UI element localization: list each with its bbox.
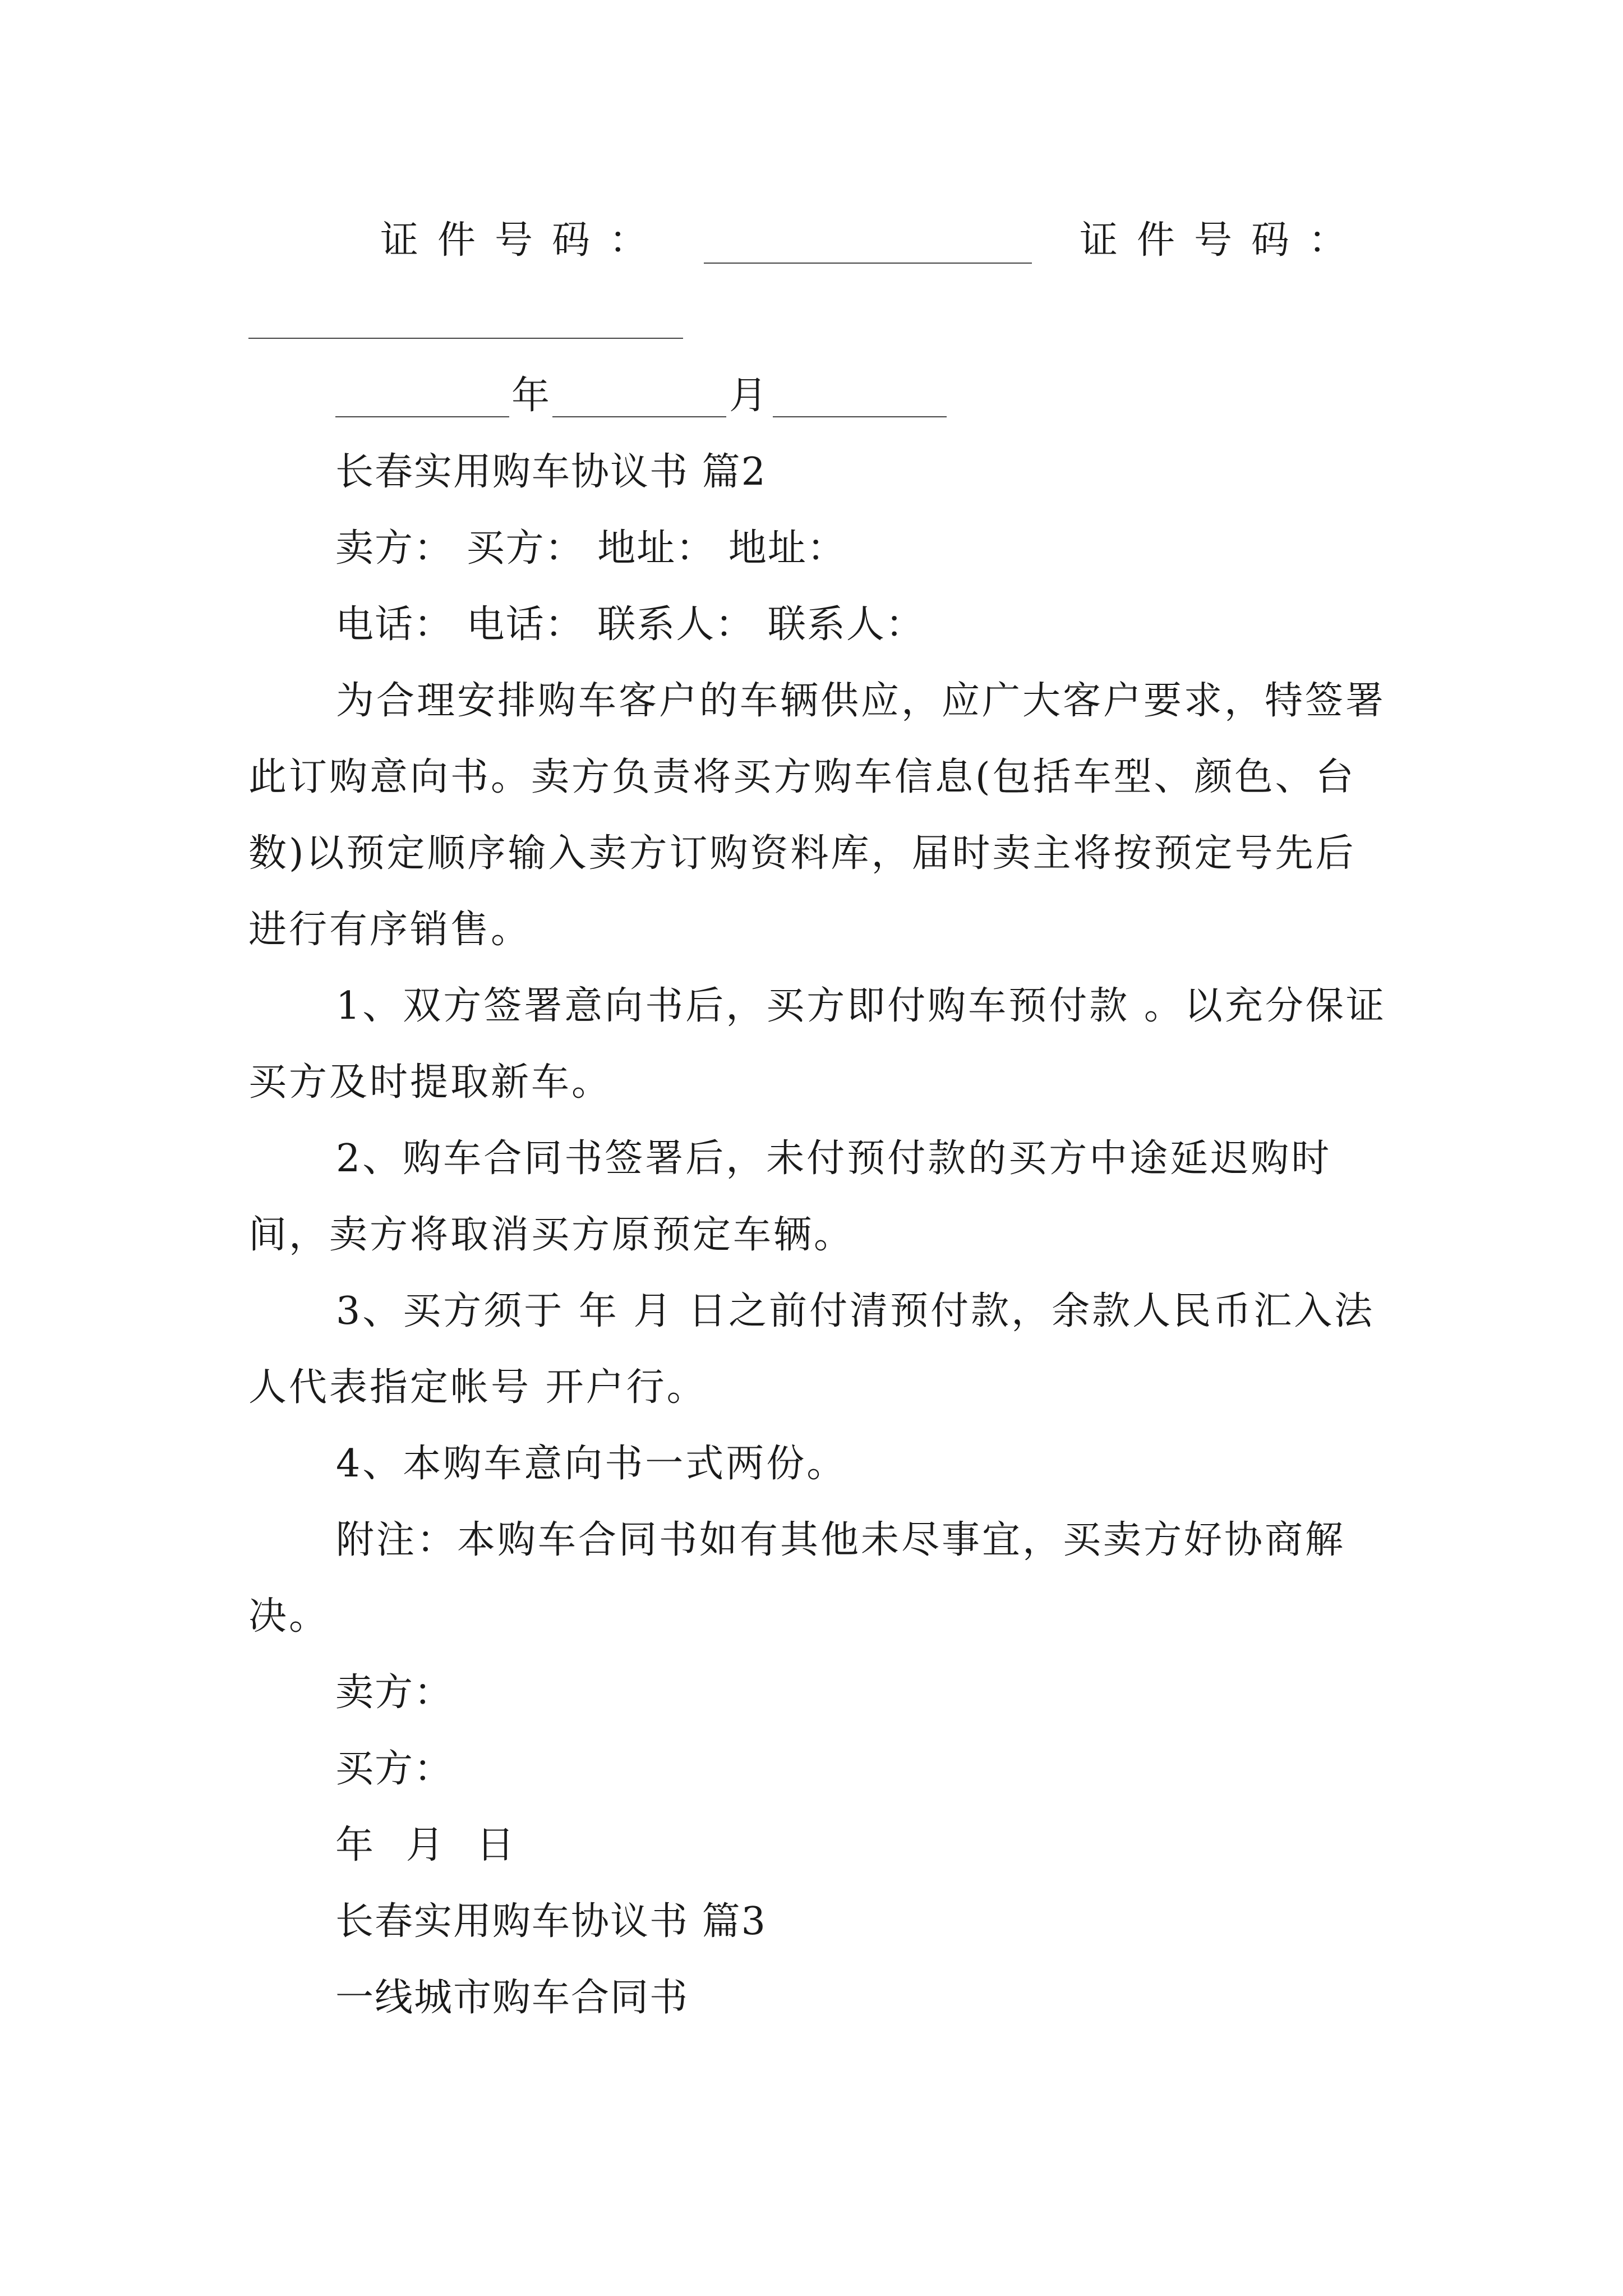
id-label-right: 证件号码：: [1080, 218, 1366, 263]
id-blank-right: [248, 338, 683, 339]
date-blank-year: [335, 416, 509, 417]
section2-contacts: 电话： 电话： 联系人： 联系人：: [335, 602, 925, 647]
section2-clause-2: 2、购车合同书签署后，未付预付款的买方中途延迟购时间，卖方将取消买方原预定车辆。: [248, 1137, 1332, 1257]
section2-note: 附注：本购车合同书如有其他未尽事宜，买卖方好协商解决。: [248, 1518, 1346, 1639]
id-label-left: 证件号码：: [380, 218, 667, 263]
section3-subtitle: 一线城市购车合同书: [335, 1976, 689, 2020]
section2-clause-3: 3、买方须于 年 月 日之前付清预付款，余款人民币汇入法人代表指定帐号 开户行。: [248, 1289, 1375, 1410]
section2-buyer-sign: 买方：: [335, 1747, 454, 1791]
section3-title: 长春实用购车协议书 篇3: [335, 1899, 767, 1944]
date-blank-month: [552, 416, 726, 417]
date-month-label: 月: [729, 374, 769, 418]
section2-intro: 为合理安排购车客户的车辆供应，应广大客户要求，特签署此订购意向书。卖方负责将买方购车信息(包括车型、颜色、台数)以预定顺序输入卖方订购资料库，届时卖主将按预定号先后进行有序销售。: [248, 679, 1386, 952]
id-blank-left: [704, 263, 1032, 264]
section2-parties: 卖方： 买方： 地址： 地址：: [335, 526, 846, 570]
date-year-label: 年: [511, 374, 551, 418]
date-blank-day: [773, 416, 947, 417]
section2-seller-sign: 卖方：: [335, 1671, 454, 1715]
section2-clause-1: 1、双方签署意向书后，买方即付购车预付款 。以充分保证买方及时提取新车。: [248, 984, 1386, 1105]
section2-title: 长春实用购车协议书 篇2: [335, 450, 767, 494]
section2-clause-4: 4、本购车意向书一式两份。: [336, 1442, 847, 1486]
section2-date-sign: 年 月 日: [335, 1823, 525, 1867]
